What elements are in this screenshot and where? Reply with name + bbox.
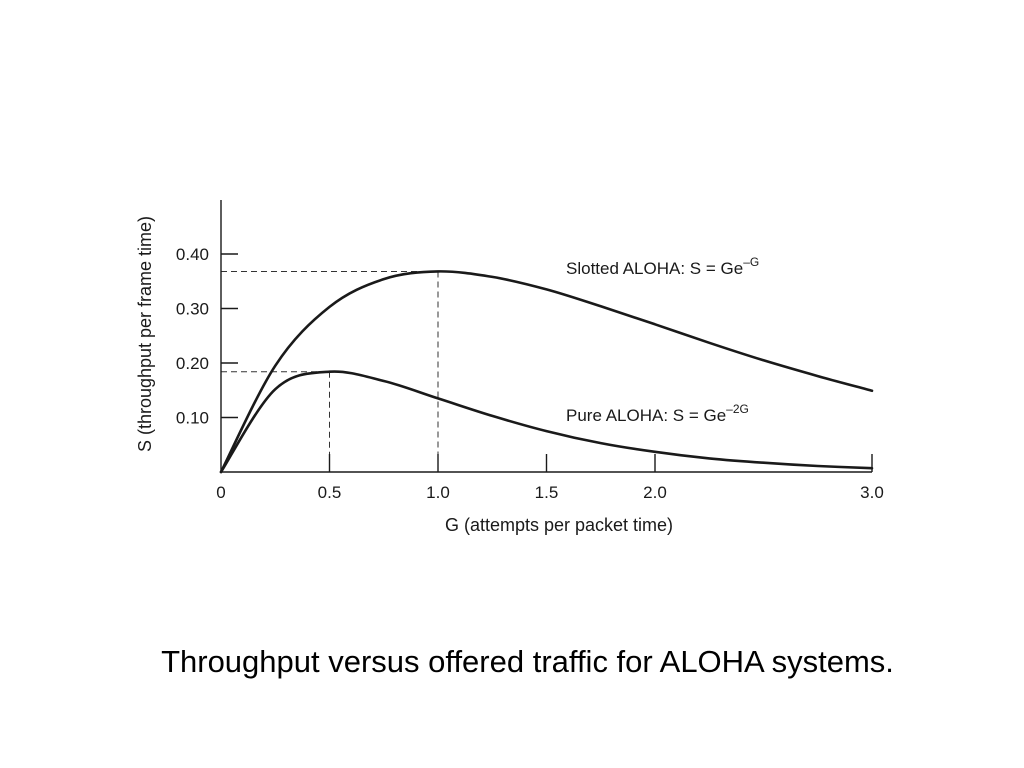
curve-label-exponent: –G [743, 255, 760, 269]
y-tick-label: 0.40 [175, 245, 209, 264]
x-tick-label: 1.0 [426, 483, 450, 502]
x-tick-label: 0.5 [317, 483, 342, 502]
x-tick-label: 2.0 [643, 483, 667, 502]
pure-aloha-label [566, 402, 749, 425]
x-tick-label: 0 [216, 483, 226, 502]
x-tick-label: 3.0 [860, 483, 884, 502]
labels [135, 216, 884, 535]
y-axis-title: S (throughput per frame time) [135, 215, 155, 453]
y-tick-label: 0.10 [175, 408, 209, 428]
x-tick-label: 1.5 [534, 483, 559, 502]
slotted-aloha-label [566, 255, 759, 278]
curve-label-formula: Pure ALOHA: S = Ge [566, 406, 727, 425]
x-axis-title: G (attempts per packet time) [444, 515, 674, 535]
curve-label-formula: Slotted ALOHA: S = Ge [566, 259, 744, 278]
y-tick-label: 0.30 [175, 299, 209, 319]
curves [221, 271, 872, 472]
curve-label-exponent: –2G [726, 402, 749, 416]
y-tick-label: 0.20 [175, 354, 209, 373]
figure-caption: Throughput versus offered traffic for ALOHA systems. [161, 644, 894, 679]
